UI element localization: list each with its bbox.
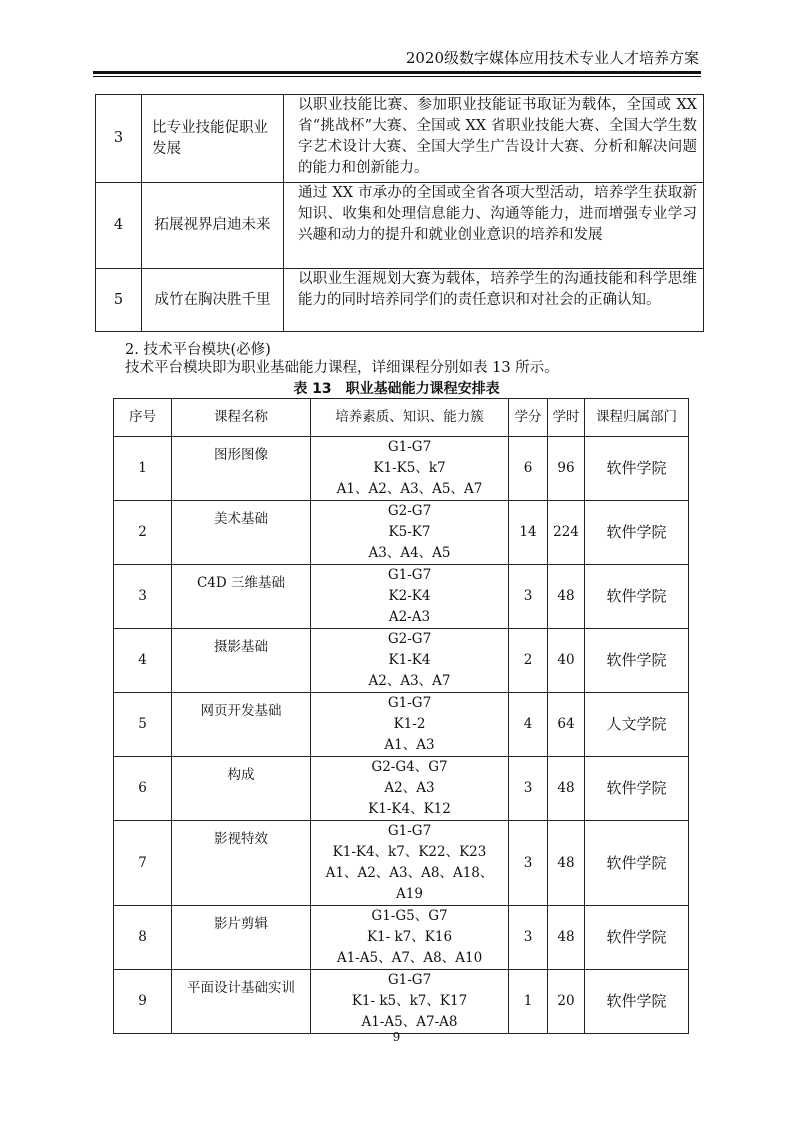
course-abilities: G2-G7 K1-K4 A2、A3、A7 — [311, 629, 509, 693]
table-row — [114, 821, 689, 906]
course-abilities: G1-G7 K2-K4 A2-A3 — [311, 565, 509, 629]
row-number: 3 — [96, 95, 142, 183]
course-name: 影片剪辑 — [172, 906, 311, 970]
section-intro: 技术平台模块即为职业基础能力课程，详细课程分别如表 13 所示。 — [125, 360, 559, 376]
course-abilities: G1-G7 K1-2 A1、A3 — [311, 693, 509, 757]
course-number: 8 — [114, 906, 172, 970]
course-abilities: G2-G4、G7 A2、A3 K1-K4、K12 — [311, 757, 509, 821]
table-row — [96, 269, 704, 332]
course-number: 9 — [114, 970, 172, 1034]
column-header: 学时 — [548, 399, 585, 437]
course-department: 软件学院 — [585, 437, 689, 501]
course-name: 构成 — [172, 757, 311, 821]
course-abilities: G1-G7 K1-K4、k7、K22、K23 A1、A2、A3、A8、A18、 A19 — [311, 821, 509, 906]
course-credits: 3 — [509, 821, 548, 906]
activity-description: 通过 XX 市承办的全国或全省各项大型活动，培养学生获取新知识、收集和处理信息能力、沟通等能力，进而增强专业学习兴趣和动力的提升和就业创业意识的培养和发展 — [284, 183, 704, 269]
course-credits: 2 — [509, 629, 548, 693]
activity-name: 比专业技能促职业发展 — [142, 95, 284, 183]
course-hours: 224 — [548, 501, 585, 565]
column-header: 培养素质、知识、能力簇 — [311, 399, 509, 437]
course-name: 平面设计基础实训 — [172, 970, 311, 1034]
table-row — [114, 970, 689, 1034]
course-number: 5 — [114, 693, 172, 757]
course-credits: 14 — [509, 501, 548, 565]
course-name: 影视特效 — [172, 821, 311, 906]
course-hours: 48 — [548, 821, 585, 906]
course-credits: 3 — [509, 757, 548, 821]
table-row — [114, 693, 689, 757]
activity-name: 拓展视界启迪未来 — [142, 183, 284, 269]
course-hours: 48 — [548, 565, 585, 629]
header-row — [114, 399, 689, 437]
course-abilities: G2-G7 K5-K7 A3、A4、A5 — [311, 501, 509, 565]
course-number: 2 — [114, 501, 172, 565]
course-abilities: G1-G7 K1-K5、k7 A1、A2、A3、A5、A7 — [311, 437, 509, 501]
row-number: 5 — [96, 269, 142, 332]
header-rule-thick — [93, 71, 701, 74]
course-department: 软件学院 — [585, 906, 689, 970]
course-hours: 64 — [548, 693, 585, 757]
course-department: 软件学院 — [585, 821, 689, 906]
column-header: 序号 — [114, 399, 172, 437]
course-name: 图形图像 — [172, 437, 311, 501]
course-name: C4D 三维基础 — [172, 565, 311, 629]
table-row — [114, 501, 689, 565]
course-credits: 4 — [509, 693, 548, 757]
course-number: 4 — [114, 629, 172, 693]
table-row — [114, 906, 689, 970]
course-department: 人文学院 — [585, 693, 689, 757]
course-table — [113, 398, 689, 1034]
activity-name: 成竹在胸决胜千里 — [142, 269, 284, 332]
table-row — [96, 95, 704, 183]
table-row — [114, 629, 689, 693]
course-number: 1 — [114, 437, 172, 501]
running-header: 2020级数字媒体应用技术专业人才培养方案 — [405, 49, 699, 67]
table-row — [114, 757, 689, 821]
header-rule-thin — [93, 76, 701, 77]
course-number: 6 — [114, 757, 172, 821]
course-hours: 48 — [548, 906, 585, 970]
column-header: 课程名称 — [172, 399, 311, 437]
course-hours: 48 — [548, 757, 585, 821]
course-credits: 3 — [509, 906, 548, 970]
course-hours: 96 — [548, 437, 585, 501]
course-credits: 6 — [509, 437, 548, 501]
course-department: 软件学院 — [585, 757, 689, 821]
table-row — [114, 437, 689, 501]
section-heading: 2. 技术平台模块(必修) — [125, 342, 271, 358]
table-row — [114, 565, 689, 629]
course-number: 7 — [114, 821, 172, 906]
activity-table — [95, 94, 704, 332]
course-department: 软件学院 — [585, 565, 689, 629]
course-hours: 20 — [548, 970, 585, 1034]
course-abilities: G1-G7 K1- k5、k7、K17 A1-A5、A7-A8 — [311, 970, 509, 1034]
course-number: 3 — [114, 565, 172, 629]
course-credits: 1 — [509, 970, 548, 1034]
page-number: 9 — [392, 1030, 401, 1044]
row-number: 4 — [96, 183, 142, 269]
course-department: 软件学院 — [585, 629, 689, 693]
course-credits: 3 — [509, 565, 548, 629]
activity-description: 以职业生涯规划大赛为载体，培养学生的沟通技能和科学思维能力的同时培养同学们的责任意识和对社会的正确认知。 — [284, 269, 704, 332]
activity-description: 以职业技能比赛、参加职业技能证书取证为载体，全国或 XX 省“挑战杯”大赛、全国或 XX 省职业技能大赛、全国大学生数字艺术设计大赛、全国大学生广告设计大赛、分析和解决问题的能力和创新能力。 — [284, 95, 704, 183]
table-row — [96, 183, 704, 269]
course-name: 摄影基础 — [172, 629, 311, 693]
course-name: 美术基础 — [172, 501, 311, 565]
course-hours: 40 — [548, 629, 585, 693]
course-name: 网页开发基础 — [172, 693, 311, 757]
column-header: 学分 — [509, 399, 548, 437]
course-department: 软件学院 — [585, 501, 689, 565]
course-abilities: G1-G5、G7 K1- k7、K16 A1-A5、A7、A8、A10 — [311, 906, 509, 970]
course-department: 软件学院 — [585, 970, 689, 1034]
table-caption: 表 13 职业基础能力课程安排表 — [293, 381, 500, 397]
column-header: 课程归属部门 — [585, 399, 689, 437]
